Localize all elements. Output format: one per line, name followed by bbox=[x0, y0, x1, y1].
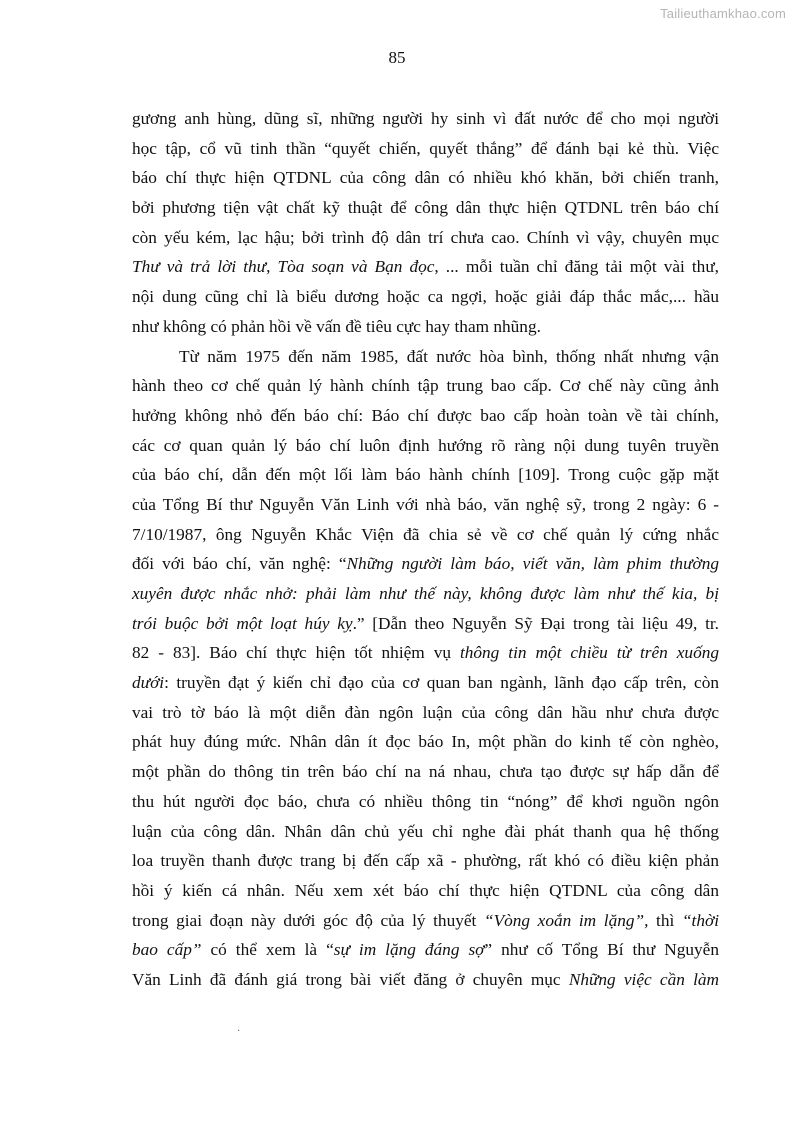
italic-text-run: dưới bbox=[132, 673, 165, 693]
text-line bbox=[132, 104, 719, 134]
text-line bbox=[132, 549, 719, 579]
text-run: ” như cố Tổng Bí thư Nguyễn bbox=[484, 940, 719, 960]
text-run: của Tổng Bí thư Nguyễn Văn Linh với nhà báo, văn nghệ sỹ, trong 2 ngày: 6 - bbox=[132, 494, 719, 514]
text-run: bởi phương tiện vật chất kỹ thuật để công dân thực hiện QTDNL trên báo chí bbox=[132, 198, 719, 218]
italic-text-run: bao cấp” bbox=[132, 940, 202, 960]
text-line bbox=[132, 638, 719, 668]
italic-text-run: Tòa soạn và Bạn đọc bbox=[277, 257, 435, 277]
text-run: có thể xem là “ bbox=[201, 940, 334, 960]
text-run: , ... mỗi tuần chỉ đăng tải một vài thư, bbox=[434, 257, 720, 277]
text-line bbox=[132, 282, 719, 312]
page-number: 85 bbox=[388, 48, 406, 67]
text-line bbox=[132, 906, 719, 936]
text-line bbox=[132, 401, 719, 431]
text-run: như không có phản hồi về vấn đề tiêu cực hay tham nhũng. bbox=[132, 316, 541, 336]
text-run: 82 - 83]. Báo chí thực hiện tốt nhiệm vụ bbox=[132, 643, 460, 663]
text-run: hành theo cơ chế quản lý hành chính tập trung bao cấp. Cơ chế này cũng ảnh bbox=[132, 376, 719, 396]
text-run: các cơ quan quản lý báo chí luôn định hướng rõ ràng nội dung tuyên truyền bbox=[132, 435, 719, 455]
italic-text-run: “thời bbox=[681, 910, 720, 930]
italic-text-run: sự im lặng đáng sợ bbox=[333, 940, 485, 960]
text-run: : truyền đạt ý kiến chỉ đạo của cơ quan ban ngành, lãnh đạo cấp trên, còn bbox=[164, 673, 719, 693]
text-line bbox=[132, 460, 719, 490]
text-line bbox=[132, 371, 719, 401]
text-line bbox=[132, 193, 719, 223]
text-line bbox=[132, 609, 719, 639]
text-run: Văn Linh đã đánh giá trong bài viết đăng ở chuyên mục bbox=[132, 969, 569, 989]
text-line bbox=[132, 698, 719, 728]
text-line bbox=[132, 342, 719, 372]
stray-mark: · bbox=[237, 1026, 241, 1037]
italic-text-run: “Vòng xoắn im lặng”, bbox=[483, 910, 649, 930]
text-run: loa truyền thanh được trang bị đến cấp xã - phường, rất khó có điều kiện phản bbox=[132, 851, 719, 871]
text-run: , bbox=[266, 257, 278, 277]
text-run: trong giai đoạn này dưới góc độ của lý thuyết bbox=[132, 910, 484, 930]
text-run: còn yếu kém, lạc hậu; bởi trình độ dân trí chưa cao. Chính vì vậy, chuyên mục bbox=[132, 227, 719, 247]
italic-text-run: xuyên được nhắc nhở: phải làm như thế này, không được làm như thế kia, bị bbox=[132, 584, 719, 603]
text-line bbox=[132, 817, 719, 847]
text-run: của báo chí, dẫn đến một lối làm báo hành chính [109]. Trong cuộc gặp mặt bbox=[132, 465, 719, 485]
text-line bbox=[132, 935, 719, 965]
text-run: gương anh hùng, dũng sĩ, những người hy sinh vì đất nước để cho mọi người bbox=[132, 109, 719, 128]
text-run: thì bbox=[648, 910, 682, 930]
text-run: nội dung cũng chỉ là biểu dương hoặc ca ngợi, hoặc giải đáp thắc mắc,... hầu bbox=[132, 287, 719, 307]
italic-text-run: trói buộc bởi một loạt húy kỵ bbox=[132, 613, 353, 633]
italic-text-run: Những người làm báo, viết văn, làm phim thường bbox=[346, 554, 719, 574]
text-line bbox=[132, 312, 719, 342]
text-line bbox=[132, 876, 719, 906]
text-run: hồi ý kiến cá nhân. Nếu xem xét báo chí thực hiện QTDNL của công dân bbox=[132, 880, 719, 900]
text-run: Từ năm 1975 đến năm 1985, đất nước hòa bình, thống nhất nhưng vận bbox=[179, 346, 719, 366]
body-text bbox=[132, 104, 719, 995]
text-run: đối với báo chí, văn nghệ: “ bbox=[132, 554, 347, 574]
text-run: luận của công dân. Nhân dân chủ yếu chỉ nghe đài phát thanh qua hệ thống bbox=[132, 821, 719, 841]
text-line bbox=[132, 520, 719, 550]
watermark-text: Tailieuthamkhao.com bbox=[660, 6, 786, 21]
text-line bbox=[132, 579, 719, 609]
text-line bbox=[132, 727, 719, 757]
text-line bbox=[132, 757, 719, 787]
text-line bbox=[132, 787, 719, 817]
italic-text-run: Thư và trả lời thư bbox=[132, 257, 267, 277]
text-run: 7/10/1987, ông Nguyễn Khắc Viện đã chia sẻ về cơ chế quản lý cứng nhắc bbox=[132, 524, 719, 544]
text-line bbox=[132, 134, 719, 164]
text-run: thu hút người đọc báo, chưa có nhiều thông tin “nóng” để khơi nguồn ngôn bbox=[132, 791, 719, 811]
text-run: .” [Dẫn theo Nguyễn Sỹ Đại trong tài liệu 49, tr. bbox=[352, 613, 719, 633]
text-line bbox=[132, 846, 719, 876]
text-run: một phần do thông tin trên báo chí na ná nhau, chưa tạo được sự hấp dẫn để bbox=[132, 762, 719, 782]
text-line bbox=[132, 965, 719, 995]
text-line bbox=[132, 431, 719, 461]
italic-text-run: Những việc cần làm bbox=[568, 969, 719, 989]
italic-text-run: thông tin một chiều từ trên xuống bbox=[459, 643, 719, 663]
text-run: vai trò tờ báo là một diễn đàn ngôn luận của công dân hầu như chưa được bbox=[132, 702, 719, 722]
text-line bbox=[132, 668, 719, 698]
text-line bbox=[132, 223, 719, 253]
text-run: hưởng không nhỏ đến báo chí: Báo chí được bao cấp hoàn toàn về tài chính, bbox=[132, 405, 719, 425]
text-line bbox=[132, 163, 719, 193]
text-line bbox=[132, 490, 719, 520]
text-run: phát huy đúng mức. Nhân dân ít đọc báo In, một phần do kinh tế còn nghèo, bbox=[132, 732, 719, 752]
text-run: báo chí thực hiện QTDNL của công dân có nhiều khó khăn, bởi chiến tranh, bbox=[132, 168, 719, 188]
text-line bbox=[132, 252, 719, 282]
text-run: học tập, cổ vũ tinh thần “quyết chiến, quyết thắng” để đánh bại kẻ thù. Việc bbox=[132, 138, 719, 158]
